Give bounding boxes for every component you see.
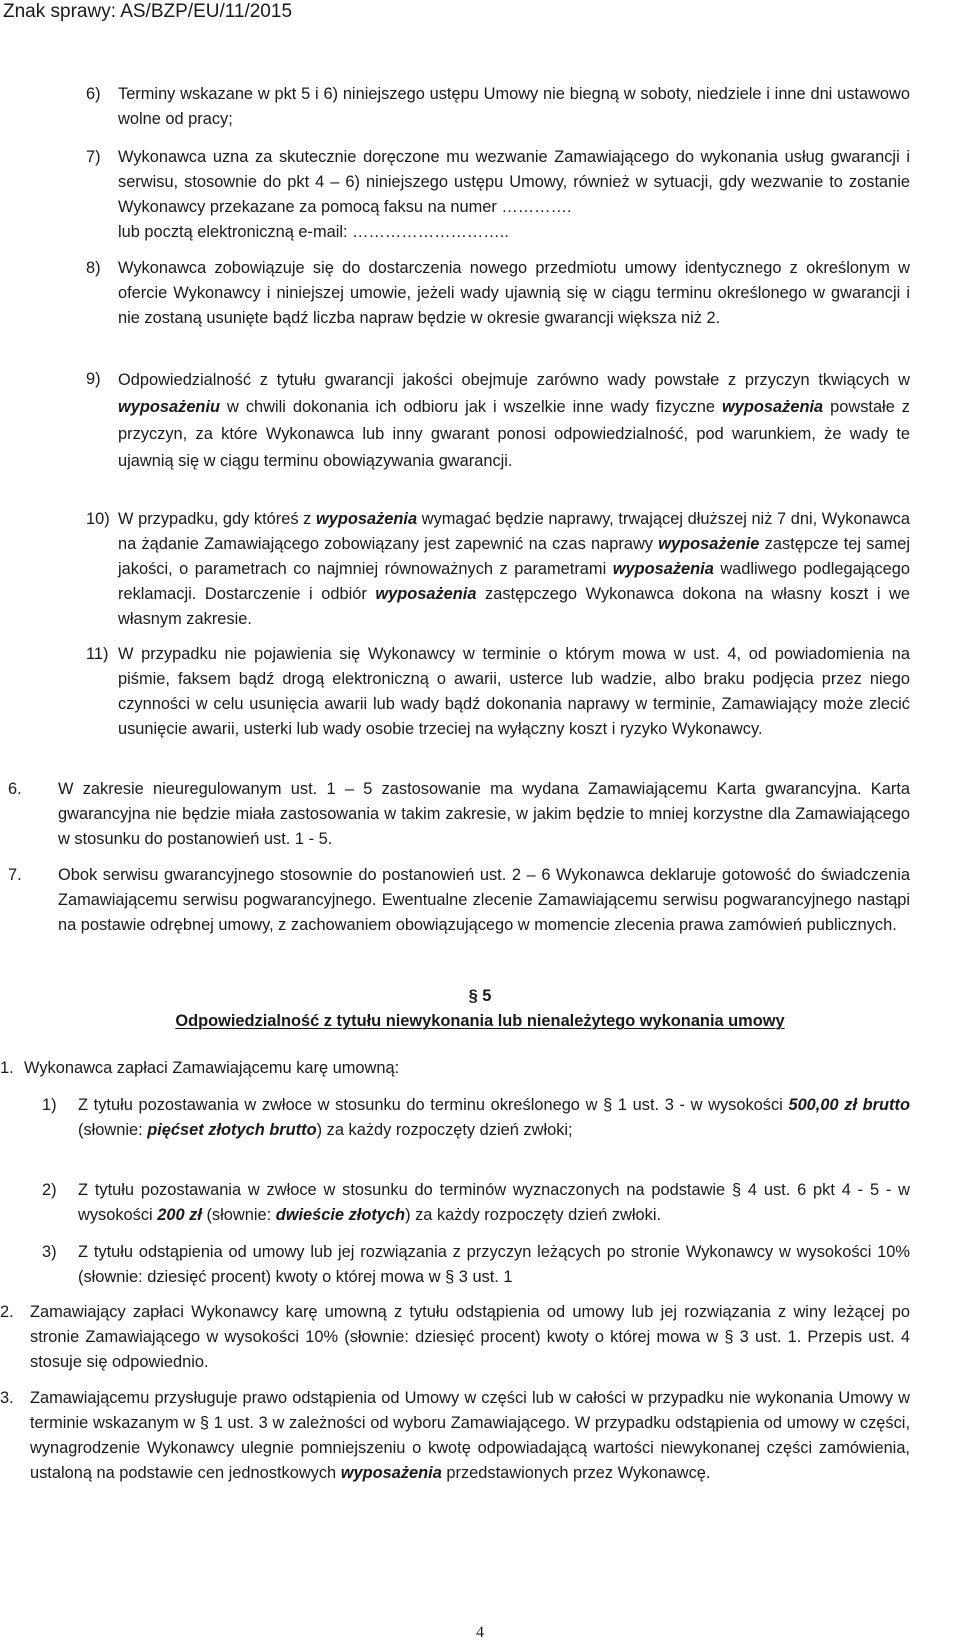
sub-item-text: W przypadku, gdy któreś z wyposażenia wymagać będzie naprawy, trwającej dłuższej niż 7 dni, Wykonawca na żądanie Zamawiającego zobowiązany jest zapewnić na czas naprawy wyposażenie zastępcze tej samej jakości, o parametrach co najmniej równoważnych z parametrami wyposażenia wadliwego podlegającego reklamacji. Dostarczenie i odbiór wyposażenia zastępczego Wykonawca dokona na własny koszt i we własnym zakresie. <box>118 510 911 628</box>
section-item-number: 1. <box>0 1059 14 1077</box>
sub-item-number: 7) <box>86 148 101 166</box>
penalty-item-text: Z tytułu pozostawania w zwłoce w stosunku do terminów wyznaczonych na podstawie § 4 ust. 6 pkt 4 - 5 - w wysokości 200 zł (słownie: dwieście złotych) za każdy rozpoczęty dzień zwłoki. <box>78 1181 910 1224</box>
section-number: § 5 <box>468 987 492 1005</box>
sub-item-number: 9) <box>86 370 101 388</box>
penalty-item-text: Z tytułu odstąpienia od umowy lub jej rozwiązania z przyczyn leżących po stronie Wykonawcy w wysokości 10% (słownie: dziesięć procent) kwoty o której mowa w § 3 ust. 1 <box>78 1243 910 1286</box>
sub-item-text-tail: lub pocztą elektroniczną e-mail: ……………………….. <box>118 223 509 241</box>
penalty-item-number: 3) <box>42 1243 57 1261</box>
sub-item-text: Wykonawca zobowiązuje się do dostarczenia nowego przedmiotu umowy identycznego z określonym w ofercie Wykonawcy i niniejszej umowie, jeżeli wady ujawnią się w ciągu terminu określonego w gwarancji i nie zostaną usunięte bądź liczba napraw będzie w okresie gwarancji większa niż 2. <box>118 259 910 327</box>
section-item-text: Zamawiający zapłaci Wykonawcy karę umowną z tytułu odstąpienia od umowy lub jej rozwiązania z winy leżącej po stronie Zamawiającego w wysokości 10% (słownie: dziesięć procent) kwoty o której mowa w § 3 ust. 1. Przepis ust. 4 stosuje się odpowiednio. <box>30 1303 910 1371</box>
page-number: 4 <box>476 1624 484 1641</box>
main-item-text: Obok serwisu gwarancyjnego stosownie do postanowień ust. 2 – 6 Wykonawca deklaruje gotowość do świadczenia Zamawiającemu serwisu pogwarancyjnego. Ewentualne zlecenie Zamawiającemu serwisu pogwarancyjnego nastąpi na postawie odrębnej umowy, z zachowaniem obowiązującego w momencie zlecenia prawa zamówień publicznych. <box>58 866 910 934</box>
sub-item-text: W przypadku nie pojawienia się Wykonawcy w terminie o którym mowa w ust. 4, od powiadomienia na piśmie, faksem bądź drogą elektroniczną o awarii, usterce lub wadzie, albo braku podjęcia przez niego czynności w celu usunięcia awarii lub wady bądź dokonania naprawy w terminie, Zamawiający może zlecić usunięcie awarii, usterki lub wady osobie trzeciej na wyłączny koszt i ryzyko Wykonawcy. <box>118 645 910 738</box>
sub-item-text: Odpowiedzialność z tytułu gwarancji jakości obejmuje zarówno wady powstałe z przyczyn tkwiących w wyposażeniu w chwili dokonania ich odbioru jak i wszelkie inne wady fizyczne wyposażenia powstałe z przyczyn, za które Wykonawca lub inny gwarant ponosi odpowiedzialność, pod warunkiem, że wady te ujawnią się w ciągu terminu obowiązywania gwarancji. <box>118 371 910 470</box>
sub-item-number: 8) <box>86 259 101 277</box>
sub-item-number: 10) <box>86 510 110 528</box>
section-item-text: Wykonawca zapłaci Zamawiającemu karę umowną: <box>24 1059 400 1077</box>
penalty-item-number: 1) <box>42 1096 57 1114</box>
section-title: Odpowiedzialność z tytułu niewykonania lub nienależytego wykonania umowy <box>175 1012 785 1030</box>
section-item-number: 3. <box>0 1389 14 1407</box>
section-item-number: 2. <box>0 1303 14 1321</box>
main-item-text: W zakresie nieuregulowanym ust. 1 – 5 zastosowanie ma wydana Zamawiającemu Karta gwarancyjna. Karta gwarancyjna nie będzie miała zastosowania w takim zakresie, w jakim będzie to mniej korzystne dla Zamawiającego w stosunku do postanowień ust. 1 - 5. <box>58 780 910 848</box>
main-item-number: 7. <box>8 866 22 884</box>
sub-item-text: Wykonawca uzna za skutecznie doręczone mu wezwanie Zamawiającego do wykonania usług gwarancji i serwisu, stosownie do pkt 4 – 6) niniejszego ustępu Umowy, również w sytuacji, gdy wezwanie to zostanie Wykonawcy przekazane za pomocą faksu na numer …………. <box>118 148 910 216</box>
main-item-number: 6. <box>8 780 22 798</box>
penalty-item-number: 2) <box>42 1181 57 1199</box>
sub-item-text: Terminy wskazane w pkt 5 i 6) niniejszego ustępu Umowy nie biegną w soboty, niedziele i inne dni ustawowo wolne od pracy; <box>118 85 910 128</box>
sub-item-number: 11) <box>86 645 109 663</box>
section-item-text: Zamawiającemu przysługuje prawo odstąpienia od Umowy w części lub w całości w przypadku nie wykonania Umowy w terminie wskazanym w § 1 ust. 3 w zależności od wyboru Zamawiającego. W przypadku odstąpienia od umowy w części, wynagrodzenie Wykonawcy ulegnie pomniejszeniu o kwotę odpowiadającą wartości niewykonanej części zamówienia, ustaloną na podstawie cen jednostkowych wyposażenia przedstawionych przez Wykonawcę. <box>30 1389 910 1482</box>
penalty-item-text: Z tytułu pozostawania w zwłoce w stosunku do terminu określonego w § 1 ust. 3 - w wysokości 500,00 zł brutto (słownie: pięćset złotych brutto) za każdy rozpoczęty dzień zwłoki; <box>78 1096 910 1139</box>
document-header: Znak sprawy: AS/BZP/EU/11/2015 <box>3 1 293 22</box>
sub-item-number: 6) <box>86 85 101 103</box>
